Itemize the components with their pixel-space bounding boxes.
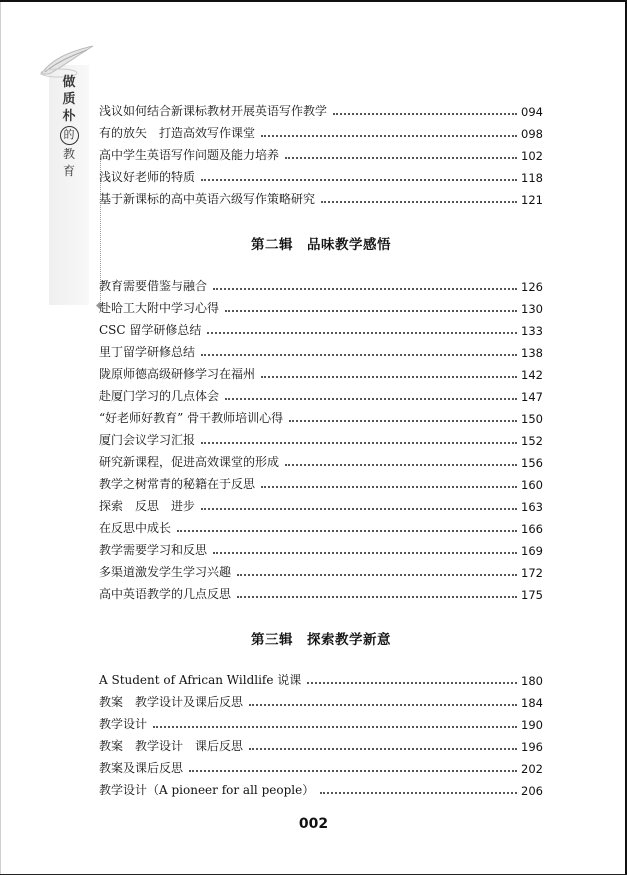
toc-entry[interactable] <box>99 492 543 514</box>
toc-entry-title: 教育需要借鉴与融合 <box>99 279 208 293</box>
toc-entry[interactable] <box>99 163 543 185</box>
toc-entry-title: 教案 教学设计 课后反思 <box>99 739 244 753</box>
toc-group-3 <box>99 666 543 798</box>
dot-leader <box>237 596 517 598</box>
toc-entry-page: 142 <box>521 368 543 382</box>
side-title-panel <box>37 40 89 270</box>
toc-entry-page: 130 <box>521 302 543 316</box>
toc-entry[interactable] <box>99 666 543 688</box>
toc-entry-page: 190 <box>521 718 543 732</box>
toc-entry[interactable] <box>99 294 543 316</box>
toc-entry-title: A Student of African Wildlife 说课 <box>99 673 302 687</box>
toc-entry-page: 094 <box>521 105 543 119</box>
toc-entry-title: 教学设计（A pioneer for all people） <box>99 783 315 797</box>
toc-entry-title: 教学之树常青的秘籍在于反思 <box>99 477 256 491</box>
dot-leader <box>307 682 517 684</box>
side-title-char: 育 <box>62 164 75 178</box>
dot-leader <box>321 201 517 203</box>
dot-leader <box>261 376 517 378</box>
dot-leader <box>320 792 517 794</box>
toc-entry-title: 高中英语教学的几点反思 <box>99 587 232 601</box>
toc-entry-page: 163 <box>521 500 543 514</box>
dot-leader <box>289 420 517 422</box>
toc-entry-page: 156 <box>521 456 543 470</box>
toc-entry-page: 175 <box>521 588 543 602</box>
toc-entry[interactable] <box>99 338 543 360</box>
toc-entry[interactable] <box>99 558 543 580</box>
toc-entry-page: 160 <box>521 478 543 492</box>
toc-entry[interactable] <box>99 404 543 426</box>
toc-entry-title: 厦门会议学习汇报 <box>99 433 196 447</box>
dot-leader <box>153 726 517 728</box>
toc-entry-page: 138 <box>521 346 543 360</box>
toc-entry-page: 166 <box>521 522 543 536</box>
toc-entry-title: 浅议好老师的特质 <box>99 170 196 184</box>
toc-entry-title: 浅议如何结合新课标教材开展英语写作教学 <box>99 104 328 118</box>
dot-leader <box>225 310 517 312</box>
toc-entry[interactable] <box>99 688 543 710</box>
dot-leader <box>177 530 517 532</box>
toc-entry[interactable] <box>99 360 543 382</box>
toc-entry-title: 多渠道激发学生学习兴趣 <box>99 565 232 579</box>
toc-entry-page: 150 <box>521 412 543 426</box>
toc-entry-title: 教学需要学习和反思 <box>99 543 208 557</box>
toc-entry-page: 206 <box>521 784 543 798</box>
toc-entry-page: 180 <box>521 674 543 688</box>
toc-entry-title: 教学设计 <box>99 717 148 731</box>
dot-leader <box>213 552 517 554</box>
toc-entry-page: 152 <box>521 434 543 448</box>
section-heading: 第二辑 品味教学感悟 <box>251 237 391 253</box>
side-title-char: 朴 <box>62 109 76 124</box>
side-title-char: 做 <box>62 75 76 90</box>
toc-entry-page: 169 <box>521 544 543 558</box>
toc-entry[interactable] <box>99 382 543 404</box>
dot-leader <box>201 442 517 444</box>
toc-entry[interactable] <box>99 448 543 470</box>
toc-entry-page: 098 <box>521 127 543 141</box>
toc-entry-title: 基于新课标的高中英语六级写作策略研究 <box>99 192 316 206</box>
toc-entry-title: 赴哈工大附中学习心得 <box>99 301 220 315</box>
top-rule <box>0 0 627 2</box>
section-heading: 第三辑 探索教学新意 <box>251 632 391 648</box>
dot-leader <box>333 113 517 115</box>
toc-entry-page: 133 <box>521 324 543 338</box>
toc-entry-page: 118 <box>521 171 543 185</box>
toc-entry-title: “好老师好教育” 骨干教师培训心得 <box>99 411 284 425</box>
toc-entry[interactable] <box>99 426 543 448</box>
dot-leader <box>207 332 517 334</box>
toc-entry[interactable] <box>99 536 543 558</box>
toc-entry-title: 里丁留学研修总结 <box>99 345 196 359</box>
side-title-char: 教 <box>62 147 75 161</box>
toc-entry[interactable] <box>99 754 543 776</box>
toc-entry[interactable] <box>99 732 543 754</box>
side-title-char: 质 <box>62 92 76 107</box>
toc-entry-page: 202 <box>521 762 543 776</box>
dot-leader <box>285 464 517 466</box>
dot-leader <box>249 704 517 706</box>
toc-entry[interactable] <box>99 119 543 141</box>
toc-entry-title: 教案及课后反思 <box>99 761 184 775</box>
dot-leader <box>261 135 517 137</box>
book-title-vertical <box>49 74 89 180</box>
dot-leader <box>225 398 517 400</box>
toc-entry-title: 高中学生英语写作问题及能力培养 <box>99 148 280 162</box>
toc-entry-page: 102 <box>521 149 543 163</box>
toc-entry[interactable] <box>99 580 543 602</box>
toc-entry[interactable] <box>99 272 543 294</box>
dot-leader <box>201 508 517 510</box>
toc-entry[interactable] <box>99 776 543 798</box>
toc-entry-title: CSC 留学研修总结 <box>99 323 202 337</box>
toc-entry-title: 教案 教学设计及课后反思 <box>99 695 244 709</box>
toc-entry-page: 172 <box>521 566 543 580</box>
dot-leader <box>261 486 517 488</box>
side-title-circled-char: 的 <box>60 126 79 145</box>
toc-entry-page: 121 <box>521 193 543 207</box>
page-number: 002 <box>298 816 329 832</box>
toc-entry[interactable] <box>99 185 543 207</box>
toc-entry[interactable] <box>99 710 543 732</box>
toc-entry-title: 陇原师德高级研修学习在福州 <box>99 367 256 381</box>
dot-leader <box>189 770 517 772</box>
toc-entry[interactable] <box>99 97 543 119</box>
toc-entry-title: 研究新课程，促进高效课堂的形成 <box>99 455 280 469</box>
toc-entry-title: 有的放矢 打造高效写作课堂 <box>99 126 256 140</box>
toc-entry[interactable] <box>99 514 543 536</box>
dot-leader <box>249 748 517 750</box>
dot-leader <box>285 157 517 159</box>
toc-group-2 <box>99 272 543 602</box>
toc-group-1 <box>99 97 543 207</box>
toc-entry-title: 赴厦门学习的几点体会 <box>99 389 220 403</box>
toc-entry-title: 在反思中成长 <box>99 521 172 535</box>
dot-leader <box>213 288 517 290</box>
toc-entry[interactable] <box>99 470 543 492</box>
toc-entry-title: 探索 反思 进步 <box>99 499 196 513</box>
toc-entry-page: 126 <box>521 280 543 294</box>
dot-leader <box>201 179 517 181</box>
toc-entry[interactable] <box>99 141 543 163</box>
dot-leader <box>201 354 517 356</box>
toc-entry-page: 196 <box>521 740 543 754</box>
toc-entry-page: 147 <box>521 390 543 404</box>
toc-entry-page: 184 <box>521 696 543 710</box>
dot-leader <box>237 574 517 576</box>
toc-entry[interactable] <box>99 316 543 338</box>
